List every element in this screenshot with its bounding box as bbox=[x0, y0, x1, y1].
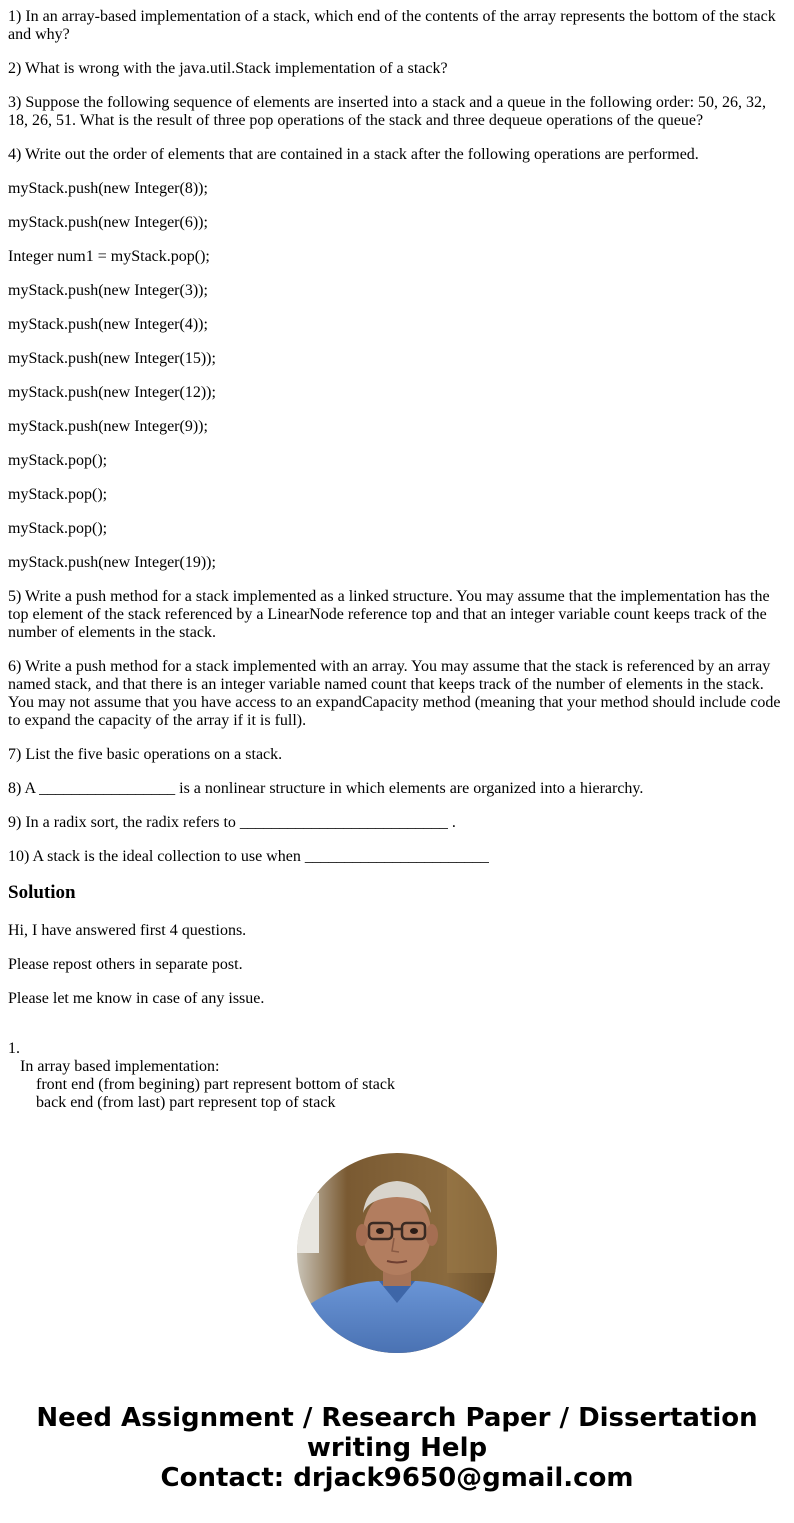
question-10: 10) A stack is the ideal collection to use when _______________________ bbox=[8, 848, 489, 865]
code-line: myStack.pop(); bbox=[8, 452, 108, 469]
question-3: 3) Suppose the following sequence of elements are inserted into a stack and a queue in the following order: 50, 26, 32, 18, 26, 51. What is the result of three pop operations of the stack and three dequeue operations of the queue? bbox=[8, 94, 767, 129]
footer-advertisement bbox=[0, 1403, 794, 1493]
code-line: myStack.push(new Integer(12)); bbox=[8, 384, 216, 401]
solution-paragraph: Please repost others in separate post. bbox=[8, 956, 243, 973]
code-line: Integer num1 = myStack.pop(); bbox=[8, 248, 210, 265]
code-line: myStack.push(new Integer(6)); bbox=[8, 214, 208, 231]
question-7: 7) List the five basic operations on a stack. bbox=[8, 746, 283, 763]
code-line: myStack.pop(); bbox=[8, 486, 108, 503]
code-line: myStack.push(new Integer(19)); bbox=[8, 554, 216, 571]
solution-paragraph: Hi, I have answered first 4 questions. bbox=[8, 922, 247, 939]
answer-block: 1. In array based implementation: front end (from begining) part represent bottom of stack back end (from last) part represent top of stack bbox=[8, 1040, 395, 1111]
solution-paragraph: Please let me know in case of any issue. bbox=[8, 990, 265, 1007]
code-line: myStack.push(new Integer(9)); bbox=[8, 418, 208, 435]
author-photo bbox=[297, 1153, 497, 1353]
author-avatar bbox=[297, 1153, 497, 1353]
question-9: 9) In a radix sort, the radix refers to __________________________ . bbox=[8, 814, 456, 831]
solution-heading: Solution bbox=[8, 882, 76, 903]
question-2: 2) What is wrong with the java.util.Stack implementation of a stack? bbox=[8, 60, 448, 77]
question-6: 6) Write a push method for a stack implemented with an array. You may assume that the stack is referenced by an array named stack, and that there is an integer variable named count that keeps track of the number of elements in the stack. You may not assume that you have access to an expandCapacity method (meaning that your method should include code to expand the capacity of the array if it is full). bbox=[8, 658, 781, 729]
code-line: myStack.push(new Integer(15)); bbox=[8, 350, 216, 367]
code-line: myStack.push(new Integer(8)); bbox=[8, 180, 208, 197]
code-line: myStack.pop(); bbox=[8, 520, 108, 537]
question-5: 5) Write a push method for a stack implemented as a linked structure. You may assume that the implementation has the top element of the stack referenced by a LinearNode reference top and that an integer variable count keeps track of the number of elements in the stack. bbox=[8, 588, 770, 641]
footer-contact: Contact: drjack9650@gmail.com bbox=[160, 1463, 634, 1493]
footer-line-1: Need Assignment / Research Paper / Dissertation writing Help bbox=[36, 1403, 758, 1463]
question-8: 8) A _________________ is a nonlinear structure in which elements are organized into a hierarchy. bbox=[8, 780, 644, 797]
code-line: myStack.push(new Integer(3)); bbox=[8, 282, 208, 299]
code-line: myStack.push(new Integer(4)); bbox=[8, 316, 208, 333]
question-1: 1) In an array-based implementation of a stack, which end of the contents of the array represents the bottom of the stack and why? bbox=[8, 8, 776, 43]
question-4: 4) Write out the order of elements that are contained in a stack after the following operations are performed. bbox=[8, 146, 699, 163]
